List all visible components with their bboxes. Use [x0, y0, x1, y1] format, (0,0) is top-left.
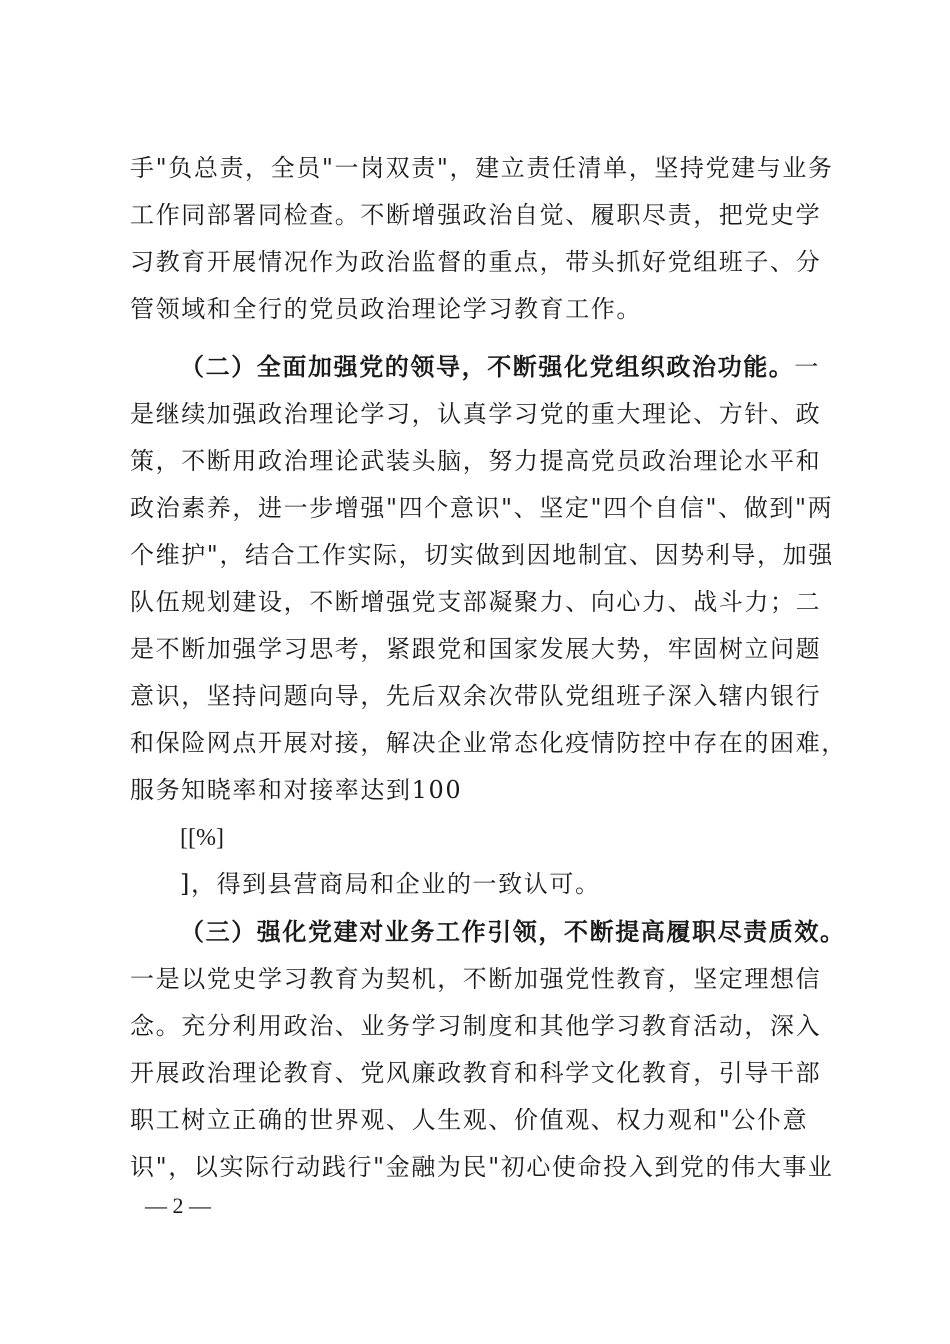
- body-line: 管领域和全行的党员政治理论学习教育工作。: [130, 295, 642, 323]
- body-line: 队伍规划建设，不断增强党支部凝聚力、向心力、战斗力；二: [130, 588, 822, 616]
- body-line: 政治素养，进一步增强"四个意识"、坚定"四个自信"、做到"两: [130, 494, 834, 522]
- body-line: 是不断加强学习思考，紧跟党和国家发展大势，牢固树立问题: [130, 635, 822, 663]
- section-line: [180, 352, 840, 382]
- body-line: 识"，以实际行动践行"金融为民"初心使命投入到党的伟大事业: [130, 1153, 834, 1181]
- body-line: 个维护"，结合工作实际，切实做到因地制宜、因势利导，加强: [130, 541, 834, 569]
- body-text: 一: [794, 353, 821, 381]
- section-heading: （三）强化党建对业务工作引领，不断提高履职尽责质效。: [180, 917, 846, 946]
- page-number: — 2 —: [145, 1193, 211, 1218]
- body-line: 念。充分利用政治、业务学习制度和其他学习教育活动，深入: [130, 1012, 822, 1040]
- body-line: 习教育开展情况作为政治监督的重点，带头抓好党组班子、分: [130, 248, 822, 276]
- body-line: 职工树立正确的世界观、人生观、价值观、权力观和"公仆意: [130, 1106, 809, 1134]
- body-line: 服务知晓率和对接率达到100: [130, 776, 463, 804]
- body-line: 手"负总责，全员"一岗双责"，建立责任清单，坚持党建与业务: [130, 154, 834, 182]
- body-line: 工作同部署同检查。不断增强政治自觉、履职尽责，把党史学: [130, 201, 822, 229]
- body-line: 开展政治理论教育、党风廉政教育和科学文化教育，引导干部: [130, 1059, 822, 1087]
- body-line: 是继续加强政治理论学习，认真学习党的重大理论、方针、政: [130, 400, 822, 428]
- body-line: 和保险网点开展对接，解决企业常态化疫情防控中存在的困难，: [130, 729, 847, 757]
- body-line: [[%]: [180, 825, 224, 851]
- body-line: ]，得到县营商局和企业的一致认可。: [180, 870, 601, 898]
- section-heading: （二）全面加强党的领导，不断强化党组织政治功能。: [180, 352, 795, 381]
- body-line: 一是以党史学习教育为契机，不断加强党性教育，坚定理想信: [130, 965, 822, 993]
- body-line: 策，不断用政治理论武装头脑，努力提高党员政治理论水平和: [130, 447, 822, 475]
- body-line: 意识，坚持问题向导，先后双余次带队党组班子深入辖内银行: [130, 682, 822, 710]
